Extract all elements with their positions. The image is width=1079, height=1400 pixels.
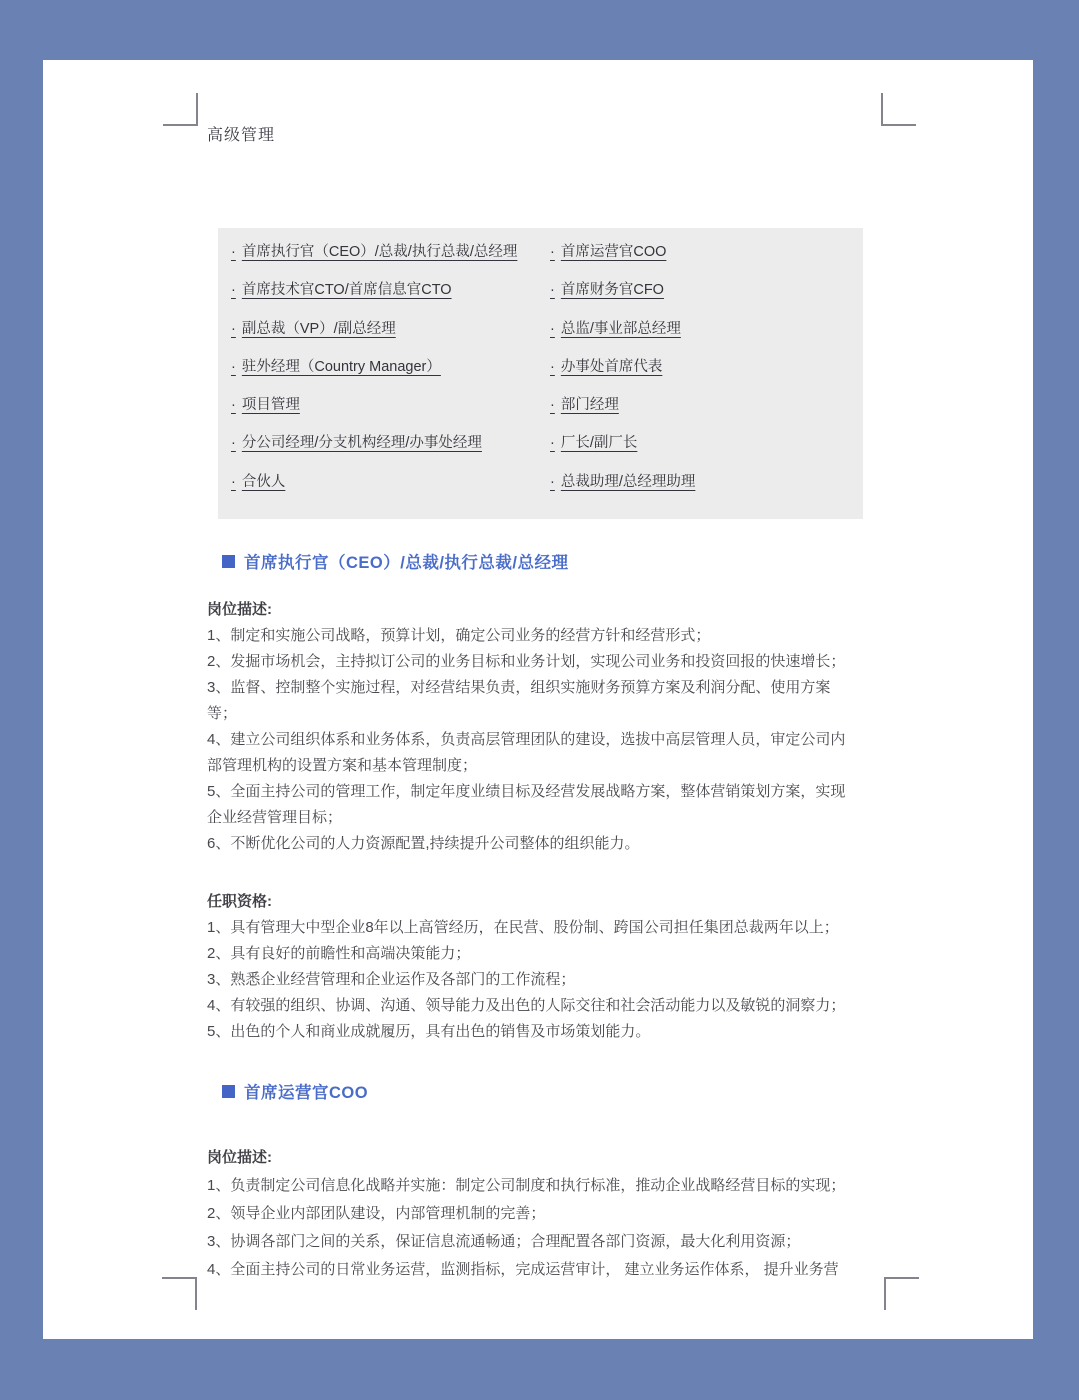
job-category-label: 首席技术官CTO/首席信息官CTO <box>241 282 452 299</box>
square-bullet-icon <box>222 555 235 568</box>
bullet-glyph: · <box>231 397 236 414</box>
body-line: 4、全面主持公司的日常业务运营，监测指标，完成运营审计， 建立业务运作体系， 提升业务营 <box>207 1261 839 1278</box>
body-line: 3、监督、控制整个实施过程，对经营结果负责，组织实施财务预算方案及利润分配、使用方案 <box>207 679 831 696</box>
body-line: 4、有较强的组织、协调、沟通、领导能力及出色的人际交往和社会活动能力以及敏锐的洞察力； <box>207 997 846 1014</box>
job-category-cell-right <box>547 240 863 261</box>
job-category-label: 分公司经理/分支机构经理/办事处经理 <box>241 435 482 452</box>
bullet-glyph: · <box>550 320 555 337</box>
body-line: 3、熟悉企业经营管理和企业运作及各部门的工作流程； <box>207 971 576 988</box>
bullet-glyph: · <box>231 282 236 299</box>
bullet-glyph: · <box>231 435 236 452</box>
bullet-glyph: · <box>550 282 555 299</box>
job-category-cell-right <box>547 431 863 452</box>
job-category-label: 部门经理 <box>560 397 619 414</box>
job-category-cell-right <box>547 355 863 376</box>
section-heading-text: 首席执行官（CEO）/总裁/执行总裁/总经理 <box>244 554 569 572</box>
page-title: 高级管理 <box>207 127 276 144</box>
ceo-qualifications-block <box>207 889 927 1045</box>
job-category-cell-right <box>547 317 863 338</box>
job-category-label: 首席执行官（CEO）/总裁/执行总裁/总经理 <box>241 244 518 260</box>
job-category-row <box>228 393 863 431</box>
job-category-row <box>228 317 863 355</box>
bullet-glyph: · <box>550 435 555 452</box>
document-page <box>43 60 1033 1339</box>
job-category-link[interactable] <box>228 393 306 414</box>
bullet-glyph: · <box>550 473 555 490</box>
square-bullet-icon <box>222 1085 235 1098</box>
coo-job-description-block <box>207 1144 927 1284</box>
job-category-label: 首席运营官COO <box>560 244 667 260</box>
bullet-glyph: · <box>550 244 555 260</box>
bullet-glyph: · <box>231 473 236 490</box>
body-line: 企业经营管理目标； <box>207 809 343 826</box>
job-category-cell-left <box>228 431 547 452</box>
body-line: 5、全面主持公司的管理工作，制定年度业绩目标及经营发展战略方案，整体营销策划方案，实现 <box>207 783 846 800</box>
job-category-link[interactable] <box>547 278 670 299</box>
crop-mark-bottom-left-icon <box>162 1277 197 1310</box>
section-heading-coo <box>222 1079 368 1103</box>
ceo-job-description-block <box>207 597 927 857</box>
job-category-row <box>228 470 863 508</box>
block-label-job-description: 岗位描述: <box>207 601 272 618</box>
job-category-cell-left <box>228 278 547 299</box>
crop-mark-top-left-icon <box>163 93 198 126</box>
job-category-link[interactable] <box>547 470 701 491</box>
body-line: 1、制定和实施公司战略，预算计划，确定公司业务的经营方针和经营形式； <box>207 627 711 644</box>
body-line: 2、领导企业内部团队建设，内部管理机制的完善； <box>207 1205 546 1222</box>
job-category-cell-right <box>547 278 863 299</box>
job-category-cell-left <box>228 355 547 376</box>
job-category-link[interactable] <box>228 240 523 261</box>
job-category-link[interactable] <box>228 355 447 376</box>
block-label-qualifications: 任职资格: <box>207 893 272 910</box>
bullet-glyph: · <box>550 358 555 375</box>
job-category-label: 副总裁（VP）/副总经理 <box>241 320 396 337</box>
job-category-link[interactable] <box>228 317 402 338</box>
job-category-cell-left <box>228 470 547 491</box>
body-line: 2、发掘市场机会，主持拟订公司的业务目标和业务计划，实现公司业务和投资回报的快速增长； <box>207 653 846 670</box>
job-category-row <box>228 355 863 393</box>
body-line: 1、负责制定公司信息化战略并实施：制定公司制度和执行标准，推动企业战略经营目标的实现； <box>207 1177 846 1194</box>
job-category-link[interactable] <box>547 431 643 452</box>
bullet-glyph: · <box>231 320 236 337</box>
job-description-lines <box>207 623 927 857</box>
job-category-row <box>228 431 863 469</box>
job-category-link[interactable] <box>228 431 488 452</box>
body-line: 部管理机构的设置方案和基本管理制度； <box>207 757 478 774</box>
job-category-cell-left <box>228 317 547 338</box>
job-category-label: 驻外经理（Country Manager） <box>241 358 441 375</box>
bullet-glyph: · <box>231 244 236 260</box>
job-category-label: 合伙人 <box>241 473 286 490</box>
body-line: 等； <box>207 705 238 722</box>
job-category-label: 首席财务官CFO <box>560 282 664 299</box>
job-category-label: 项目管理 <box>241 397 300 414</box>
job-category-link[interactable] <box>228 278 458 299</box>
body-line: 2、具有良好的前瞻性和高端决策能力； <box>207 945 471 962</box>
job-category-label: 总监/事业部总经理 <box>560 320 681 337</box>
job-category-link[interactable] <box>547 393 625 414</box>
crop-mark-top-right-icon <box>881 93 916 126</box>
body-line: 6、不断优化公司的人力资源配置,持续提升公司整体的组织能力。 <box>207 835 640 852</box>
qualification-lines <box>207 915 927 1045</box>
body-line: 3、协调各部门之间的关系，保证信息流通畅通；合理配置各部门资源，最大化利用资源； <box>207 1233 801 1250</box>
job-category-cell-left <box>228 240 547 261</box>
job-category-label: 厂长/副厂长 <box>560 435 638 452</box>
job-category-row <box>228 240 863 278</box>
job-description-lines <box>207 1172 927 1284</box>
job-category-link[interactable] <box>547 317 687 338</box>
job-category-cell-right <box>547 393 863 414</box>
body-line: 4、建立公司组织体系和业务体系，负责高层管理团队的建设，选拔中高层管理人员，审定公司内 <box>207 731 846 748</box>
bullet-glyph: · <box>550 397 555 414</box>
body-line: 5、出色的个人和商业成就履历，具有出色的销售及市场策划能力。 <box>207 1023 651 1040</box>
bullet-glyph: · <box>231 358 236 375</box>
section-heading-text: 首席运营官COO <box>244 1084 369 1102</box>
job-category-label: 办事处首席代表 <box>560 358 663 375</box>
job-category-cell-right <box>547 470 863 491</box>
job-category-label: 总裁助理/总经理助理 <box>560 473 696 490</box>
section-heading-ceo <box>222 549 569 573</box>
job-category-row <box>228 278 863 316</box>
job-category-box <box>218 228 863 519</box>
job-category-link[interactable] <box>547 355 668 376</box>
job-category-cell-left <box>228 393 547 414</box>
job-category-link[interactable] <box>547 240 672 261</box>
block-label-job-description: 岗位描述: <box>207 1149 272 1166</box>
body-line: 1、具有管理大中型企业8年以上高管经历，在民营、股份制、跨国公司担任集团总裁两年以上； <box>207 919 839 936</box>
job-category-link[interactable] <box>228 470 291 491</box>
